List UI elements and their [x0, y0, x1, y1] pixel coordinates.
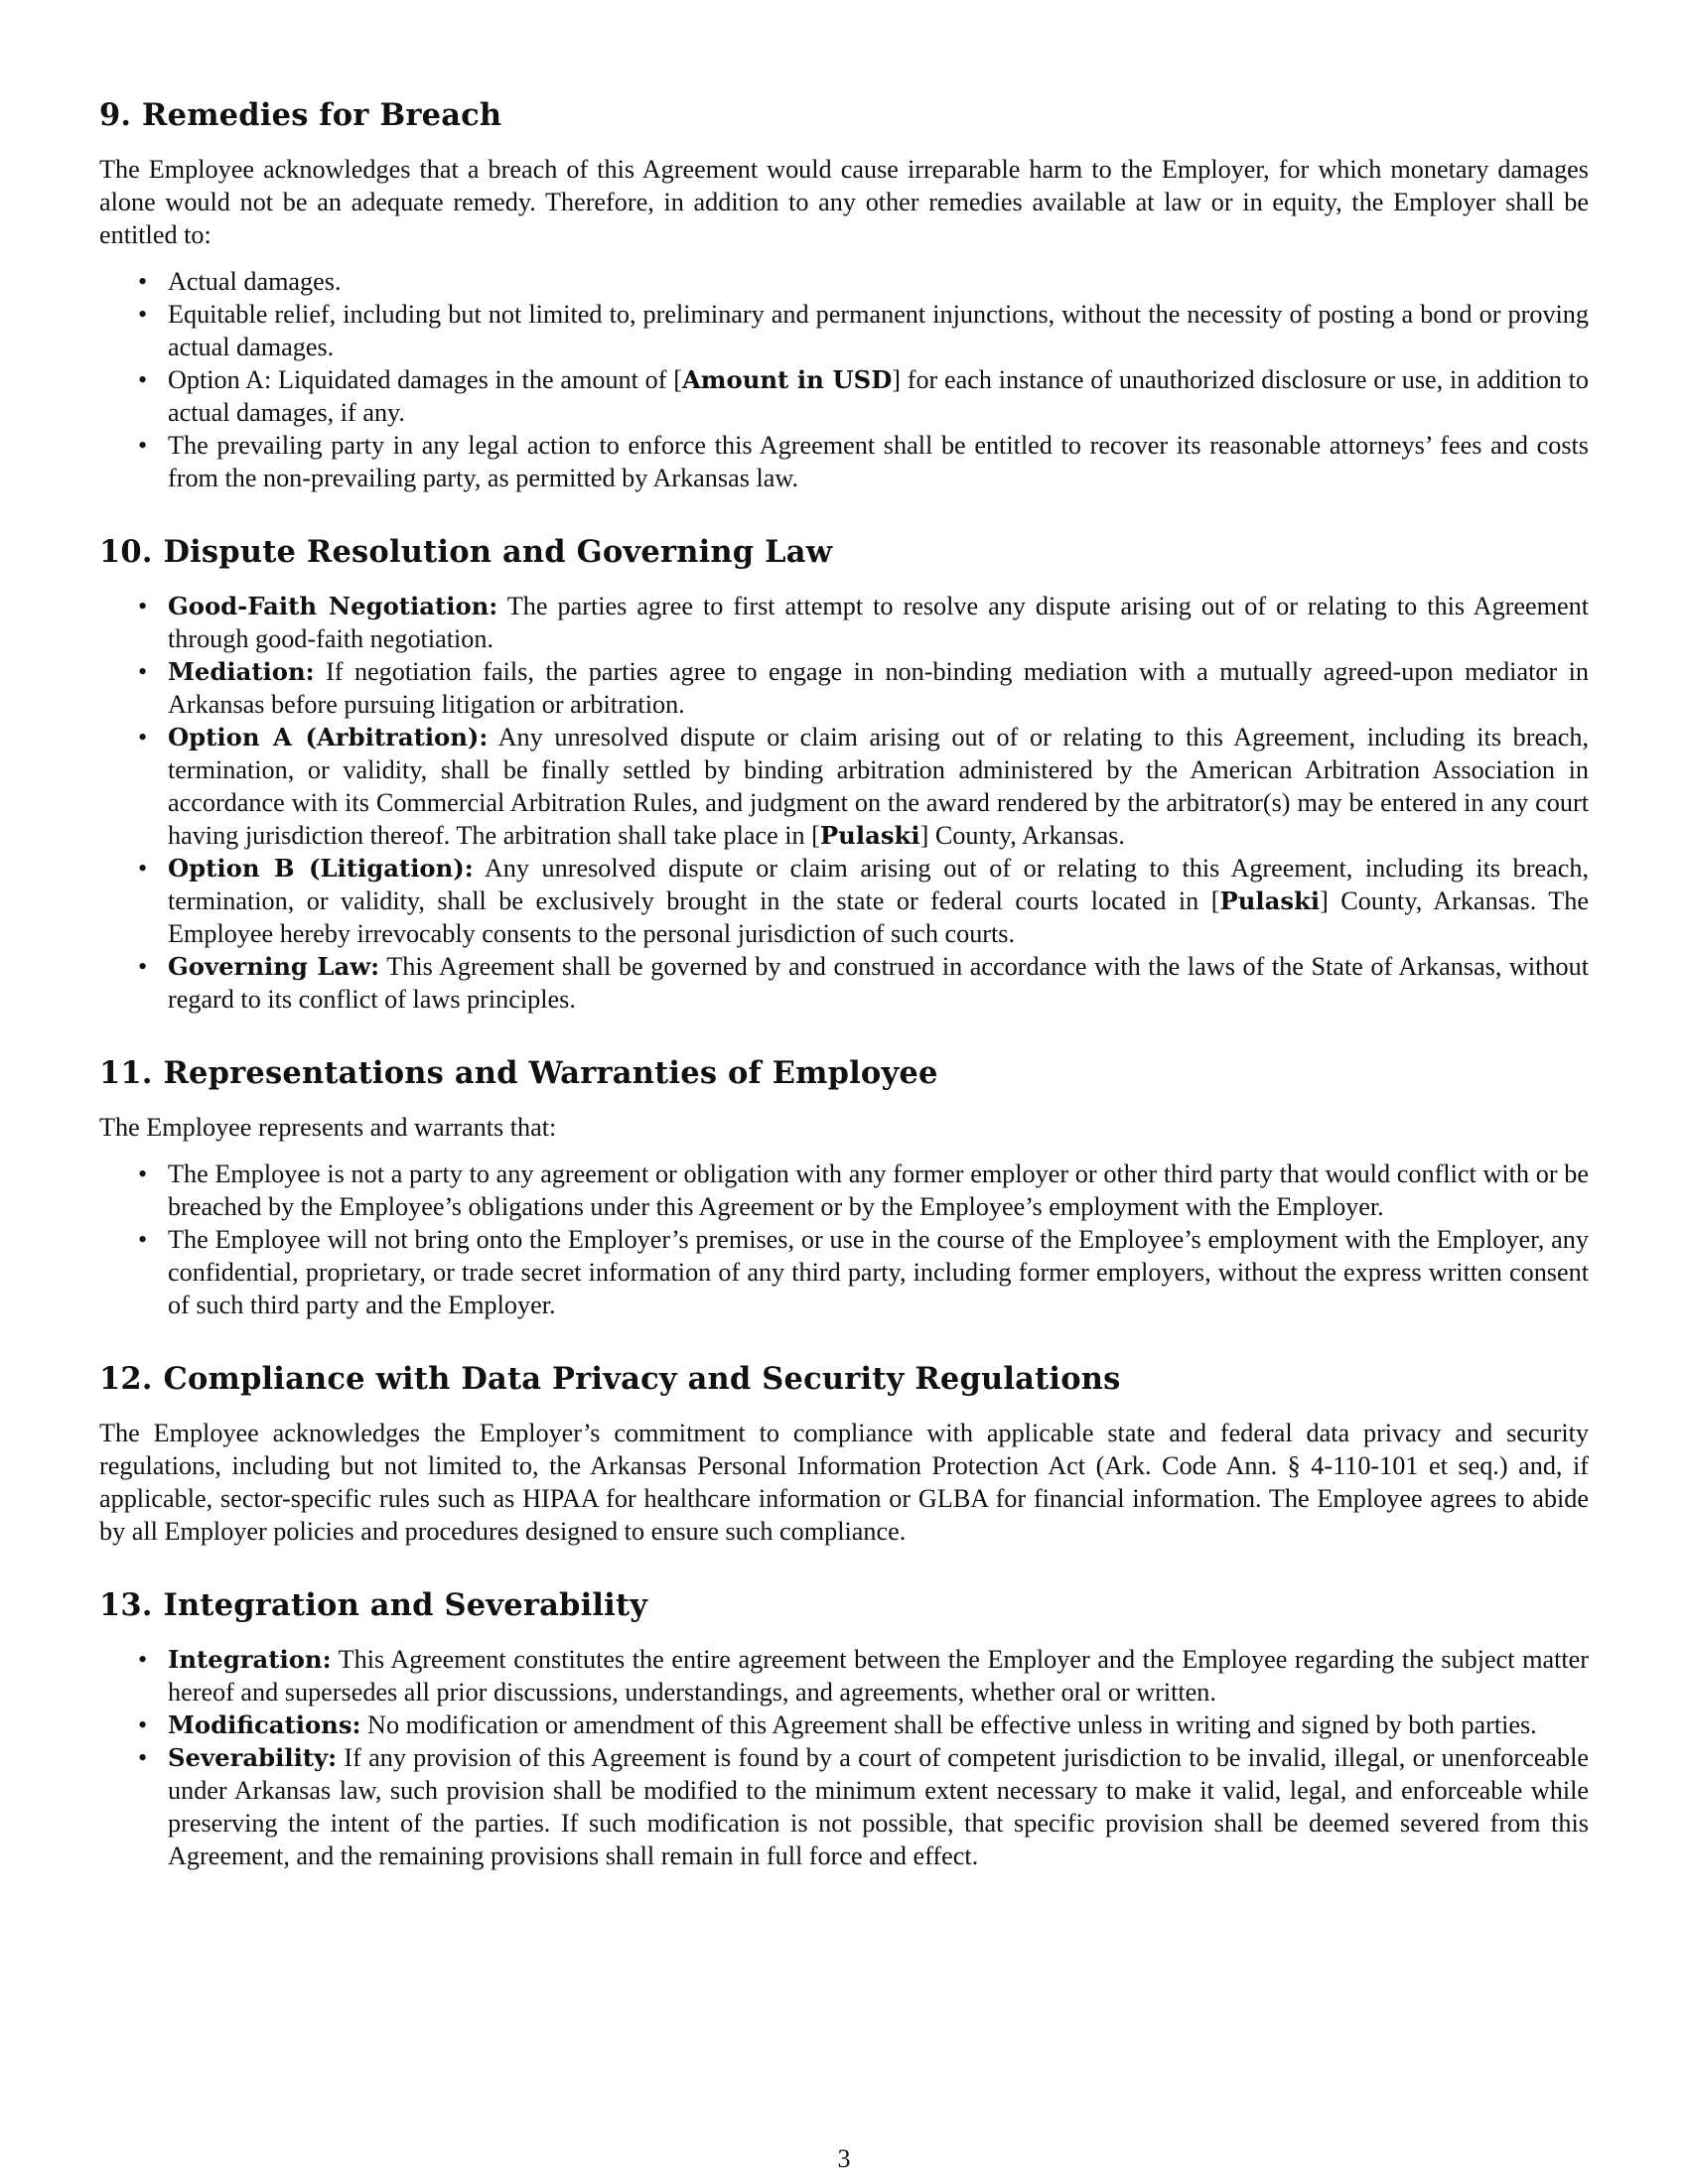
county-placeholder: Pulaski: [819, 821, 920, 850]
section-intro: The Employee represents and warrants that:: [99, 1113, 557, 1142]
bullet-icon: •: [138, 1710, 148, 1739]
list-item: • Option A (Arbitration): Any unresolved dispute or claim arising out of or relating to this Agreement, including its breach, termination, or validity, shall be finally settled by binding arbitration administered by the American Arbitration Association in accordance with its Commercial Arbitration Rules, and judgment on the award rendered by the arbitrator(s) may be entered in any court having jurisdiction thereof. The arbitration shall take place in [Pulaski] County, Arkansas.: [138, 723, 1589, 850]
bullet-icon: •: [138, 723, 148, 751]
section-representations-warranties: [99, 1053, 1589, 1321]
section-remedies-for-breach: [99, 95, 1589, 494]
bullet-list: [99, 265, 1589, 494]
list-item: • Actual damages.: [138, 267, 342, 296]
bullet-list: [99, 1158, 1589, 1321]
item-lead: Modifications:: [168, 1710, 361, 1739]
item-lead: Mediation:: [168, 657, 315, 686]
item-lead: Governing Law:: [168, 952, 380, 981]
section-data-privacy-compliance: [99, 1359, 1589, 1548]
bullet-list: [99, 590, 1589, 1016]
item-lead: Option A (Arbitration):: [168, 723, 489, 751]
item-lead: Integration:: [168, 1645, 332, 1674]
bullet-icon: •: [138, 657, 148, 686]
bullet-icon: •: [138, 300, 148, 329]
section-heading: 11. Representations and Warranties of Employee: [99, 1055, 938, 1091]
list-item: • The prevailing party in any legal action to enforce this Agreement shall be entitled to recover its reasonable attorneys’ fees and costs from the non-prevailing party, as permitted by Arkansas law.: [138, 431, 1589, 492]
bullet-icon: •: [138, 365, 148, 394]
bullet-icon: •: [138, 1225, 148, 1254]
bullet-icon: •: [138, 592, 148, 620]
bullet-icon: •: [138, 1743, 148, 1772]
bullet-icon: •: [138, 431, 148, 460]
list-item: • Equitable relief, including but not limited to, preliminary and permanent injunctions, without the necessity of posting a bond or proving actual damages.: [138, 300, 1589, 361]
section-integration-severability: [99, 1585, 1589, 1872]
section-heading: 12. Compliance with Data Privacy and Security Regulations: [99, 1361, 1121, 1397]
county-placeholder: Pulaski: [1219, 887, 1321, 915]
bullet-icon: •: [138, 1645, 148, 1674]
item-lead: Severability:: [168, 1743, 338, 1772]
section-body: The Employee acknowledges the Employer’s commitment to compliance with applicable state and federal data privacy and security regulations, including but not limited to, the Arkansas Personal Information Protection Act (Ark. Code Ann. § 4-110-101 et seq.) and, if applicable, sector-specific rules such as HIPAA for healthcare information or GLBA for financial information. The Employee agrees to abide by all Employer policies and procedures designed to ensure such compliance.: [99, 1419, 1589, 1546]
section-intro: The Employee acknowledges that a breach of this Agreement would cause irreparable harm to the Employer, for which monetary damages alone would not be an adequate remedy. Therefore, in addition to any other remedies available at law or in equity, the Employer shall be entitled to:: [99, 155, 1589, 249]
item-lead: Good-Faith Negotiation:: [168, 592, 498, 620]
list-item: • Good-Faith Negotiation: The parties agree to first attempt to resolve any dispute arising out of or relating to this Agreement through good-faith negotiation.: [138, 592, 1589, 653]
section-heading: 9. Remedies for Breach: [99, 97, 502, 133]
item-lead: Option B (Litigation):: [168, 854, 474, 883]
bullet-list: [99, 1643, 1589, 1872]
list-item: • Modifications: No modification or amendment of this Agreement shall be effective unless in writing and signed by both parties.: [138, 1710, 1537, 1739]
list-item: • Severability: If any provision of this Agreement is found by a court of competent jurisdiction to be invalid, illegal, or unenforceable under Arkansas law, such provision shall be modified to the minimum extent necessary to make it valid, legal, and enforceable while preserving the intent of the parties. If such modification is not possible, that specific provision shall be deemed severed from this Agreement, and the remaining provisions shall remain in full force and effect.: [138, 1743, 1589, 1870]
list-item: • Integration: This Agreement constitutes the entire agreement between the Employer and the Employee regarding the subject matter hereof and supersedes all prior discussions, understandings, and agreements, whether oral or written.: [138, 1645, 1589, 1706]
list-item: • Option A: Liquidated damages in the amount of [Amount in USD] for each instance of unauthorized disclosure or use, in addition to actual damages, if any.: [138, 365, 1590, 427]
amount-placeholder: Amount in USD: [681, 365, 893, 394]
list-item: • Governing Law: This Agreement shall be governed by and construed in accordance with the laws of the State of Arkansas, without regard to its conflict of laws principles.: [138, 952, 1589, 1014]
section-heading: 13. Integration and Severability: [99, 1587, 648, 1623]
list-item: • The Employee will not bring onto the Employer’s premises, or use in the course of the Employee’s employment with the Employer, any confidential, proprietary, or trade secret information of any third party, including former employers, without the express written consent of such third party and the Employer.: [138, 1225, 1589, 1319]
section-heading: 10. Dispute Resolution and Governing Law: [99, 534, 833, 570]
list-item: • Option B (Litigation): Any unresolved dispute or claim arising out of or relating to this Agreement, including its breach, termination, or validity, shall be exclusively brought in the state or federal courts located in [Pulaski] County, Arkansas. The Employee hereby irrevocably consents to the personal jurisdiction of such courts.: [138, 854, 1589, 948]
bullet-icon: •: [138, 267, 148, 296]
page-number: 3: [837, 2144, 851, 2173]
bullet-icon: •: [138, 952, 148, 981]
list-item: • The Employee is not a party to any agreement or obligation with any former employer or other third party that would conflict with or be breached by the Employee’s obligations under this Agreement or by the Employee’s employment with the Employer.: [138, 1160, 1589, 1221]
bullet-icon: •: [138, 854, 148, 883]
section-dispute-resolution: [99, 532, 1589, 1016]
list-item: • Mediation: If negotiation fails, the parties agree to engage in non-binding mediation with a mutually agreed-upon mediator in Arkansas before pursuing litigation or arbitration.: [138, 657, 1589, 719]
bullet-icon: •: [138, 1160, 148, 1188]
